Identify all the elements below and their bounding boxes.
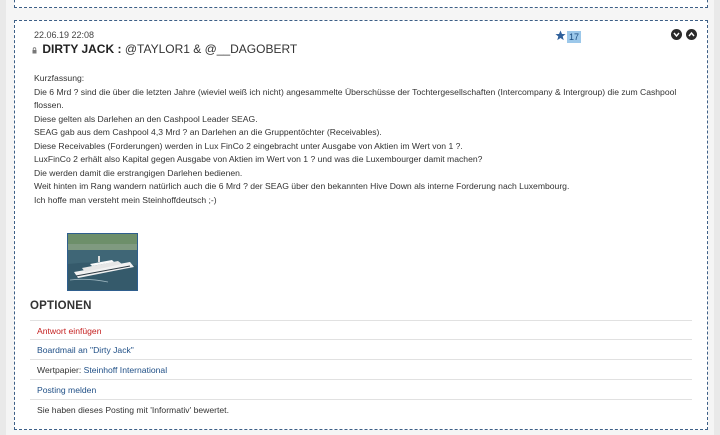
report-option <box>30 380 692 400</box>
chevron-up-icon <box>688 31 695 38</box>
reply-option <box>30 320 692 340</box>
report-link[interactable]: Posting melden <box>37 385 97 395</box>
author-separator: : <box>117 42 122 56</box>
boardmail-option <box>30 340 692 360</box>
page-background <box>6 0 714 435</box>
body-line: Die 6 Mrd ? sind die über die letzten Jahre (wieviel weiß ich nicht) angesammelte Überschüsse der Tochtergesellschaften (Intercompany & Intergroup) die zum Cashpool flossen. <box>34 86 677 110</box>
lock-icon <box>32 43 37 50</box>
wertpapier-label: Wertpapier: <box>37 365 82 375</box>
rating-badge[interactable] <box>555 28 581 46</box>
boardmail-link[interactable]: Boardmail an "Dirty Jack" <box>37 345 134 355</box>
body-line: LuxFinCo 2 erhält also Kapital gegen Ausgabe von Aktien im Wert von 1 ? und was die Luxembourger damit machen? <box>34 154 483 164</box>
body-line: Weit hinten im Rang wandern natürlich auch die 6 Mrd ? der SEAG über den bekannten Hive Down als interne Forderung nach Luxembourg. <box>34 181 570 191</box>
author-name[interactable]: DIRTY JACK <box>42 42 115 56</box>
options-title: OPTIONEN <box>30 300 92 312</box>
body-line: SEAG gab aus dem Cashpool 4,3 Mrd ? an Darlehen an die Gruppentöchter (Receivables). <box>34 127 382 137</box>
wertpapier-link[interactable]: Steinhoff International <box>83 365 168 375</box>
post-card <box>14 20 708 430</box>
body-line: Ich hoffe man versteht mein Steinhoffdeutsch ;-) <box>34 194 217 205</box>
yacht-photo-icon <box>68 234 138 291</box>
star-icon <box>555 28 566 46</box>
rating-count: 17 <box>569 32 580 42</box>
reply-link[interactable]: Antwort einfügen <box>37 326 102 336</box>
scroll-down-button[interactable] <box>671 29 682 40</box>
wertpapier-option <box>30 360 692 380</box>
post-mentions: @TAYLOR1 & @__DAGOBERT <box>124 42 298 56</box>
post-header <box>32 42 297 56</box>
post-date: 22.06.19 22:08 <box>34 30 95 40</box>
chevron-down-icon <box>673 31 680 38</box>
previous-post-card <box>14 0 708 8</box>
options-list <box>30 320 692 420</box>
post-body <box>34 72 696 207</box>
body-line: Diese Receivables (Forderungen) werden in Lux FinCo 2 eingebracht unter Ausgabe von Aktien im Wert von 1 ?. <box>34 140 463 151</box>
body-line: Diese gelten als Darlehen an den Cashpool Leader SEAG. <box>34 113 258 124</box>
scroll-up-button[interactable] <box>686 29 697 40</box>
body-line: Kurzfassung: <box>34 73 85 83</box>
attached-image-yacht[interactable] <box>67 233 138 291</box>
rated-note-option <box>30 400 692 420</box>
post-navigation <box>671 29 697 40</box>
body-line: Die werden damit die erstrangigen Darlehen bedienen. <box>34 167 243 178</box>
rated-note: Sie haben dieses Posting mit 'Informativ' bewertet. <box>37 405 229 415</box>
